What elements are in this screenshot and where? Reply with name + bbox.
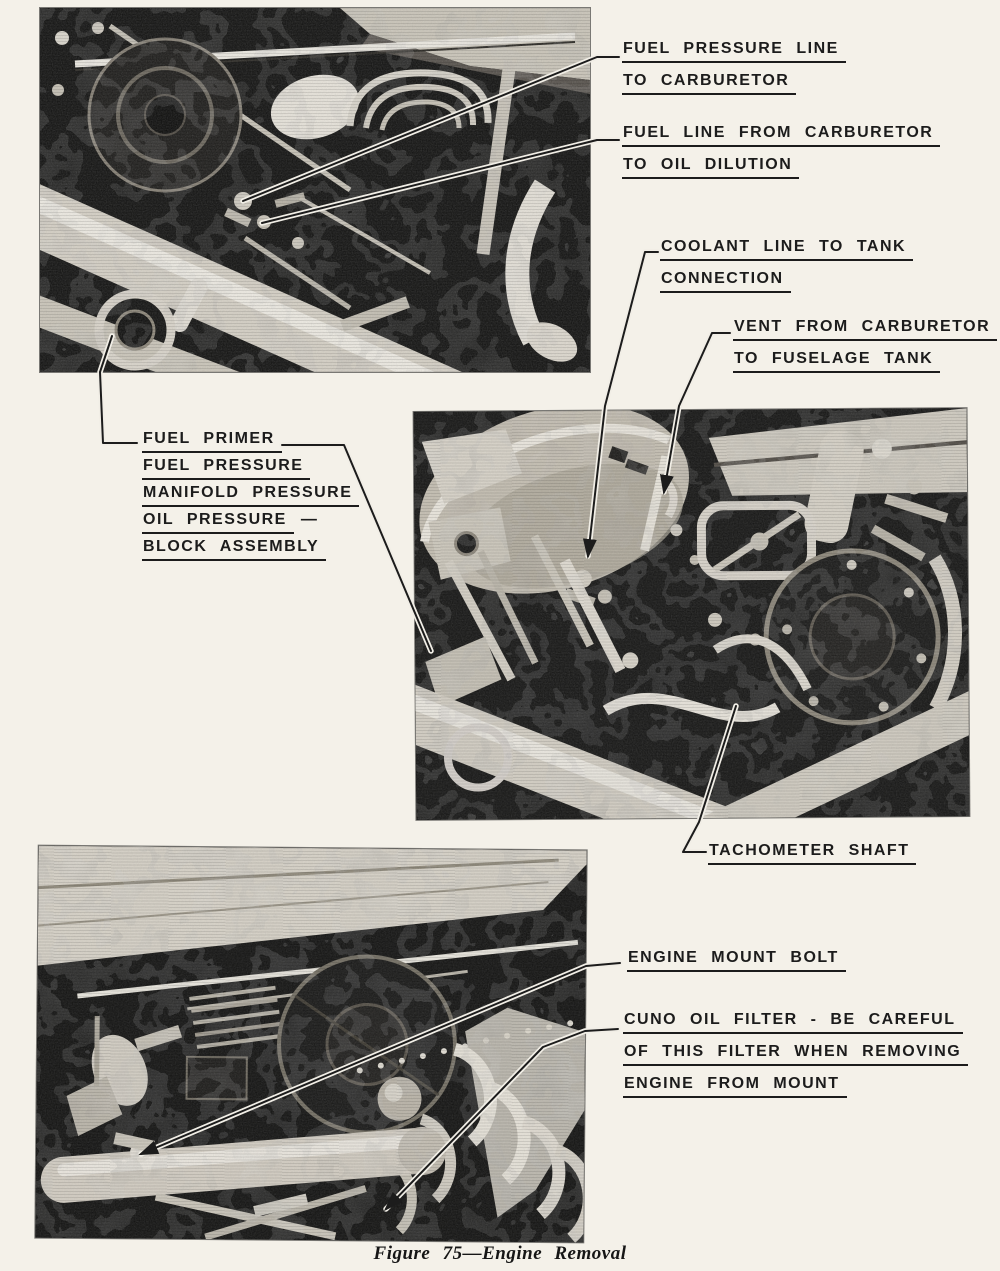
photo-middle-art [414, 408, 970, 820]
callout-text-line: TO FUSELAGE TANK [733, 351, 940, 373]
callout-gauge-block [142, 431, 359, 566]
callout-text-line: ENGINE MOUNT BOLT [627, 950, 846, 972]
callout-text-line: TACHOMETER SHAFT [708, 843, 916, 865]
callout-text-line: OF THIS FILTER WHEN REMOVING [623, 1044, 968, 1066]
callout-vent-carburetor [733, 319, 997, 383]
figure-caption: Figure 75—Engine Removal [373, 1243, 627, 1264]
photo-engine-left-side [40, 8, 590, 372]
callout-dash: — [300, 511, 317, 528]
callout-cuno-oil-filter [623, 1012, 968, 1108]
callout-fuel-pressure-line [622, 41, 846, 105]
callout-text-line: TO CARBURETOR [622, 73, 796, 95]
callout-text-line: COOLANT LINE TO TANK [660, 239, 913, 261]
callout-text-line: FUEL LINE FROM CARBURETOR [622, 125, 940, 147]
callout-text-line [142, 512, 359, 534]
photo-bottom-art [35, 846, 586, 1243]
callout-text-line: BLOCK ASSEMBLY [142, 539, 326, 561]
callout-text-line: CONNECTION [660, 271, 791, 293]
callout-engine-mount-bolt [627, 950, 846, 982]
callout-text-line: TO OIL DILUTION [622, 157, 799, 179]
callout-text-line: FUEL PRESSURE LINE [622, 41, 846, 63]
callout-text: OIL PRESSURE [142, 512, 294, 534]
callout-text-line: CUNO OIL FILTER - BE CAREFUL [623, 1012, 963, 1034]
callout-text-line: VENT FROM CARBURETOR [733, 319, 997, 341]
photo-engine-mount [35, 846, 586, 1243]
callout-text-line: FUEL PRIMER [142, 431, 282, 453]
callout-text-line: MANIFOLD PRESSURE [142, 485, 359, 507]
grain-overlay [35, 846, 586, 1243]
grain-overlay [40, 8, 590, 372]
callout-tachometer-shaft [708, 843, 916, 875]
callout-text-line: ENGINE FROM MOUNT [623, 1076, 847, 1098]
callout-text-line: FUEL PRESSURE [142, 458, 310, 480]
callout-coolant-line [660, 239, 913, 303]
grain-overlay [414, 408, 970, 820]
photo-top-art [40, 8, 590, 372]
callout-fuel-line-oil-dilution [622, 125, 940, 189]
photo-engine-top-view [414, 408, 970, 820]
